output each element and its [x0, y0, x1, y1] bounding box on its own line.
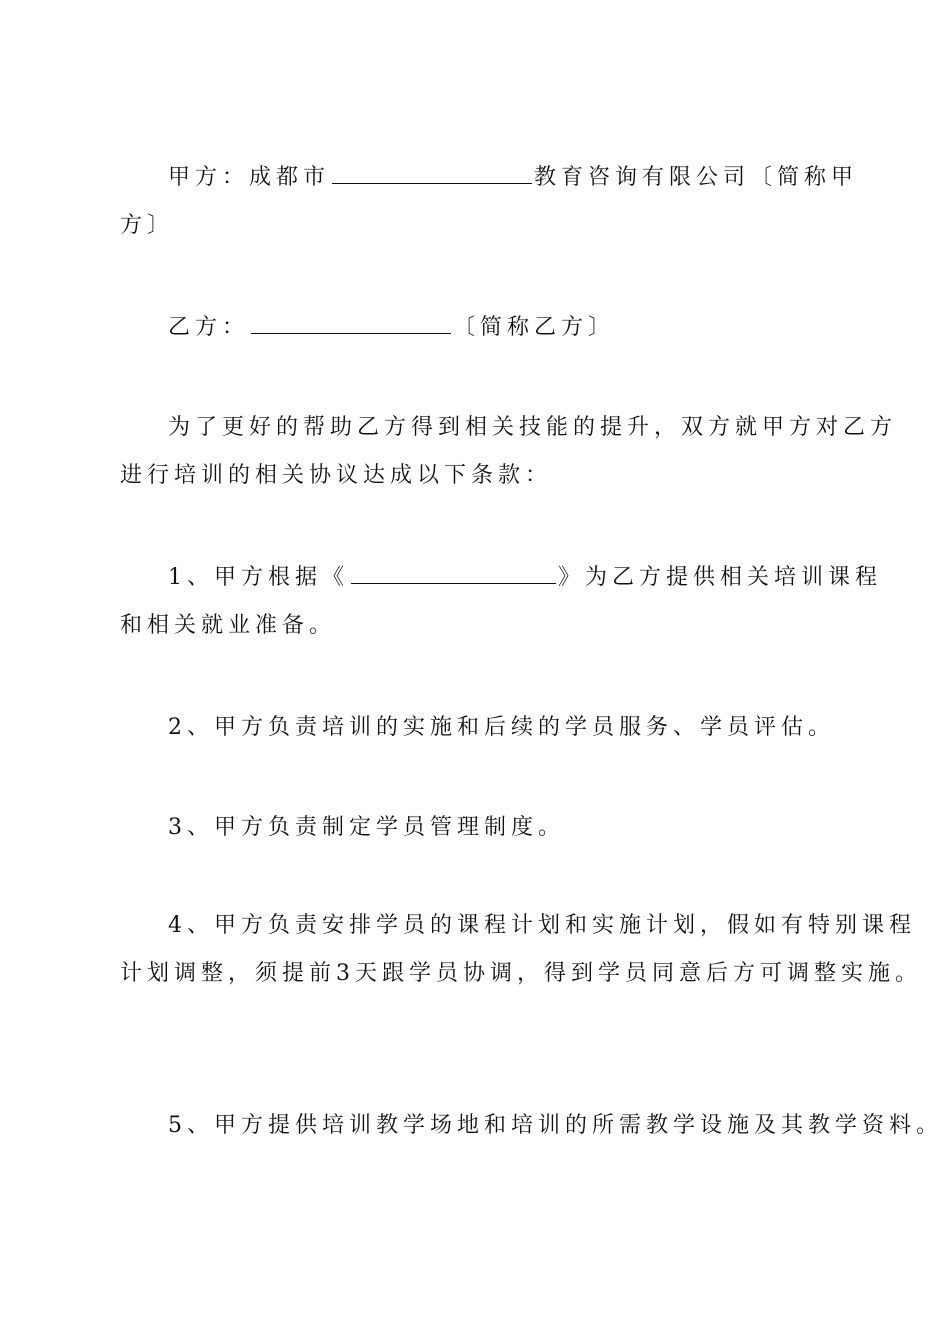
clause-4-paragraph [120, 902, 922, 998]
clause-3-paragraph [120, 804, 840, 852]
clause-1-line-1 [120, 554, 883, 602]
clause-4-line-1: 4、甲方负责安排学员的课程计划和实施计划，假如有特别课程 [168, 913, 916, 938]
party-a-label: 甲方：成都市 [168, 165, 331, 190]
clause-4-line-2: 计划调整，须提前3天跟学员协调，得到学员同意后方可调整实施。 [120, 961, 922, 986]
clause-1-suffix: 》为乙方提供相关培训课程 [558, 565, 883, 590]
party-b-paragraph [120, 304, 840, 352]
party-b-line-1 [120, 304, 840, 352]
clause-5-line-1: 5、甲方提供培训教学场地和培训的所需教学设施及其教学资料。 [168, 1113, 943, 1138]
party-a-line-2: 方〕 [120, 213, 175, 238]
intro-line-2: 进行培训的相关协议达成以下条款： [120, 463, 553, 488]
clause-3-line-1: 3、甲方负责制定学员管理制度。 [168, 815, 565, 840]
clause-2-line-1: 2、甲方负责培训的实施和后续的学员服务、学员评估。 [168, 715, 835, 740]
clause-1-document-blank[interactable] [351, 561, 556, 584]
clause-2-paragraph [120, 704, 840, 752]
intro-line-1: 为了更好的帮助乙方得到相关技能的提升，双方就甲方对乙方 [168, 415, 898, 440]
party-b-name-blank[interactable] [251, 311, 451, 334]
party-b-label: 乙方： [168, 315, 250, 340]
clause-5-paragraph [120, 1102, 943, 1150]
party-a-suffix: 教育咨询有限公司〔简称甲 [534, 165, 859, 190]
party-a-paragraph [120, 154, 859, 250]
clause-1-paragraph [120, 554, 883, 650]
party-b-suffix: 〔简称乙方〕 [453, 315, 616, 340]
intro-paragraph [120, 404, 898, 500]
party-a-line-1 [120, 154, 859, 202]
clause-1-prefix: 1、甲方根据《 [168, 565, 349, 590]
party-a-name-blank[interactable] [332, 161, 532, 184]
clause-1-line-2: 和相关就业准备。 [120, 613, 337, 638]
